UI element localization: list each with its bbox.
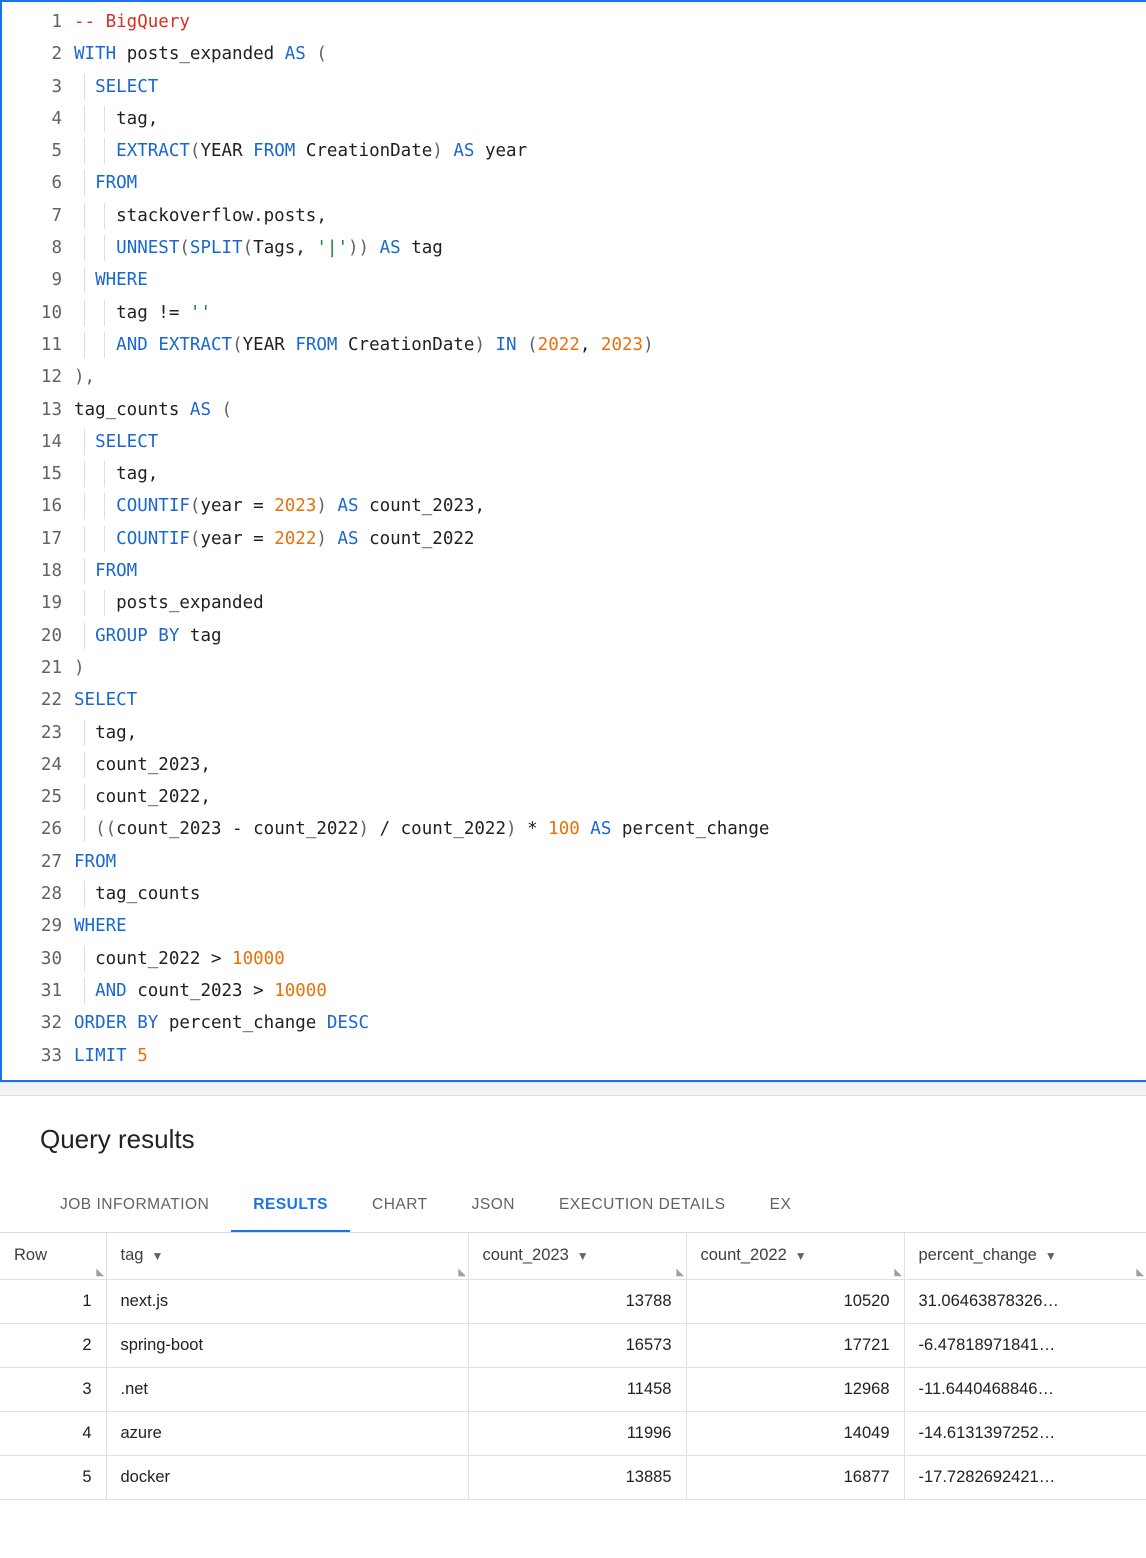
indent-guide xyxy=(84,978,85,1004)
code-token: AND xyxy=(116,334,148,355)
cell-row: 5 xyxy=(0,1455,106,1499)
line-number: 31 xyxy=(40,980,62,1001)
code-line xyxy=(2,813,1146,845)
code-line xyxy=(2,490,1146,522)
code-text[interactable] xyxy=(74,878,1146,910)
cell-count_2023: 11996 xyxy=(468,1411,686,1455)
code-token: AND xyxy=(95,980,127,1001)
code-token: FROM xyxy=(95,173,138,194)
tab-chart[interactable]: CHART xyxy=(372,1195,428,1213)
code-token: LIMIT xyxy=(74,1045,127,1066)
code-token xyxy=(74,238,116,258)
query-results-panel xyxy=(0,1096,1146,1500)
code-line xyxy=(2,71,1146,103)
code-token: WHERE xyxy=(74,916,127,937)
indent-guide xyxy=(84,203,85,229)
column-header-row[interactable] xyxy=(0,1233,106,1279)
code-token: ) xyxy=(358,819,370,840)
code-token: , xyxy=(579,334,601,355)
line-number: 26 xyxy=(40,819,62,840)
code-token: CreationDate xyxy=(295,141,433,162)
line-number: 28 xyxy=(40,884,62,905)
indent-guide xyxy=(84,526,85,552)
code-token: tag != xyxy=(74,302,190,323)
code-token: tag, xyxy=(74,722,138,743)
indent-guide xyxy=(84,623,85,649)
cell-count_2022: 14049 xyxy=(686,1411,904,1455)
code-token: ) xyxy=(316,496,327,517)
code-token: SELECT xyxy=(95,76,159,97)
code-text[interactable] xyxy=(74,749,1146,781)
code-text[interactable] xyxy=(74,1007,1146,1039)
code-token: -- BigQuery xyxy=(74,12,190,32)
results-title: Query results xyxy=(40,1124,195,1154)
code-token: ( xyxy=(189,496,201,517)
code-token: AS xyxy=(284,44,306,65)
code-text[interactable] xyxy=(74,781,1146,813)
indent-guide xyxy=(104,203,105,229)
code-token: SELECT xyxy=(74,690,138,711)
code-text[interactable] xyxy=(74,458,1146,490)
code-token: ), xyxy=(74,367,96,388)
code-area[interactable] xyxy=(2,2,1146,1072)
indent-guide xyxy=(104,106,105,132)
code-token: ( xyxy=(179,238,190,259)
code-token: YEAR xyxy=(200,141,254,162)
cell-row: 2 xyxy=(0,1323,106,1367)
code-text[interactable] xyxy=(74,394,1146,426)
code-text[interactable] xyxy=(74,717,1146,749)
column-header-label: count_2023 xyxy=(482,1246,569,1265)
line-number: 17 xyxy=(40,528,62,549)
indent-guide xyxy=(84,106,85,132)
line-number: 2 xyxy=(51,44,62,65)
table-row[interactable] xyxy=(0,1323,1146,1367)
line-number: 1 xyxy=(51,12,62,32)
code-line xyxy=(2,426,1146,458)
indent-guide xyxy=(84,300,85,326)
indent-guide xyxy=(84,784,85,810)
code-token: count_2023 > xyxy=(126,980,275,1001)
code-token: COUNTIF xyxy=(116,496,190,517)
cell-count_2022: 12968 xyxy=(686,1367,904,1411)
code-token: EXTRACT xyxy=(158,334,233,355)
code-text[interactable] xyxy=(74,846,1146,878)
code-token xyxy=(127,1046,138,1066)
code-token: (( xyxy=(95,819,117,840)
line-number: 18 xyxy=(40,561,62,582)
indent-guide xyxy=(84,332,85,358)
line-number: 19 xyxy=(40,593,62,614)
code-token: year xyxy=(474,141,528,162)
code-token: UNNEST xyxy=(116,238,180,259)
column-header-tag[interactable] xyxy=(106,1233,468,1279)
cell-percent_change: -6.47818971841… xyxy=(904,1323,1146,1367)
code-text[interactable] xyxy=(74,6,1146,38)
code-line xyxy=(2,458,1146,490)
code-token: 5 xyxy=(137,1045,148,1066)
code-token xyxy=(74,529,116,549)
indent-guide xyxy=(84,816,85,842)
code-token: ) xyxy=(474,334,485,355)
line-number: 6 xyxy=(51,173,62,194)
code-token xyxy=(74,335,116,355)
panel-divider[interactable] xyxy=(0,1082,1146,1096)
column-resize-handle[interactable]: ◢ xyxy=(893,1266,902,1278)
indent-guide xyxy=(104,332,105,358)
line-number: 29 xyxy=(40,916,62,937)
code-token: posts_expanded xyxy=(74,593,264,614)
cell-tag: .net xyxy=(106,1367,468,1411)
code-token: count_2022 > xyxy=(74,948,233,969)
code-token: percent_change xyxy=(158,1013,327,1034)
code-line xyxy=(2,103,1146,135)
cell-count_2023: 16573 xyxy=(468,1323,686,1367)
cell-count_2022: 16877 xyxy=(686,1455,904,1499)
line-number: 24 xyxy=(40,754,62,775)
code-token: 2023 xyxy=(600,334,644,355)
indent-guide xyxy=(84,138,85,164)
line-number: 5 xyxy=(51,141,62,162)
code-token: ( xyxy=(242,238,254,259)
code-text[interactable] xyxy=(74,490,1146,522)
code-token: year = xyxy=(200,496,275,517)
cell-percent_change: -17.7282692421… xyxy=(904,1455,1146,1499)
code-token: '|' xyxy=(316,238,348,259)
line-number: 21 xyxy=(40,657,62,678)
column-header-label: Row xyxy=(14,1246,48,1265)
indent-guide xyxy=(104,300,105,326)
code-line xyxy=(2,232,1146,264)
code-text[interactable] xyxy=(74,297,1146,329)
code-token: AS xyxy=(326,496,359,517)
column-resize-handle[interactable]: ◢ xyxy=(675,1266,684,1278)
code-token xyxy=(74,141,116,161)
code-token: tag xyxy=(179,625,222,646)
cell-percent_change: -14.6131397252… xyxy=(904,1411,1146,1455)
column-header-percent_change[interactable] xyxy=(904,1233,1146,1279)
cell-count_2023: 13885 xyxy=(468,1455,686,1499)
indent-guide xyxy=(84,429,85,455)
code-line xyxy=(2,361,1146,393)
results-tabs[interactable] xyxy=(0,1177,1146,1233)
cell-count_2022: 17721 xyxy=(686,1323,904,1367)
line-number: 13 xyxy=(40,399,62,420)
code-line xyxy=(2,6,1146,38)
code-token: tag, xyxy=(74,108,159,129)
code-token: count_2022, xyxy=(74,787,211,808)
code-text[interactable] xyxy=(74,361,1146,393)
cell-tag: docker xyxy=(106,1455,468,1499)
code-token: DESC xyxy=(326,1013,370,1034)
code-token: count_2023, xyxy=(74,754,211,775)
code-text[interactable] xyxy=(74,587,1146,619)
code-token: FROM xyxy=(74,851,117,872)
code-text[interactable] xyxy=(74,555,1146,587)
cell-row: 1 xyxy=(0,1279,106,1323)
code-line xyxy=(2,910,1146,942)
code-line xyxy=(2,943,1146,975)
code-line xyxy=(2,264,1146,296)
line-number: 22 xyxy=(40,690,62,711)
line-number: 32 xyxy=(40,1013,62,1034)
code-token: ( xyxy=(189,528,201,549)
table-row[interactable] xyxy=(0,1367,1146,1411)
code-text[interactable] xyxy=(74,232,1146,264)
code-text[interactable] xyxy=(74,71,1146,103)
code-line xyxy=(2,135,1146,167)
code-token: YEAR xyxy=(242,334,296,355)
code-token: ) xyxy=(316,528,327,549)
code-token: 2023 xyxy=(274,496,317,517)
line-number: 30 xyxy=(40,948,62,969)
line-number: 8 xyxy=(51,238,62,259)
chevron-down-icon[interactable]: ▼ xyxy=(1044,1249,1057,1264)
code-token: ORDER BY xyxy=(74,1013,159,1034)
cell-tag: azure xyxy=(106,1411,468,1455)
column-header-label: count_2022 xyxy=(700,1246,787,1265)
code-token: count_2023, xyxy=(358,496,485,517)
line-number: 9 xyxy=(51,270,62,291)
line-number: 10 xyxy=(40,302,62,323)
code-token: ( xyxy=(516,334,538,355)
code-token: year = xyxy=(200,528,275,549)
code-line xyxy=(2,1007,1146,1039)
code-line xyxy=(2,523,1146,555)
code-token: COUNTIF xyxy=(116,528,190,549)
code-token: count_2023 - count_2022 xyxy=(116,819,359,840)
column-header-label: percent_change xyxy=(918,1246,1037,1265)
indent-guide xyxy=(104,235,105,261)
code-token: FROM xyxy=(253,141,296,162)
code-line xyxy=(2,846,1146,878)
code-text[interactable] xyxy=(74,426,1146,458)
line-number: 7 xyxy=(51,205,62,226)
code-text[interactable] xyxy=(74,1040,1146,1072)
indent-guide xyxy=(84,881,85,907)
line-number: 3 xyxy=(51,76,62,97)
code-token: 2022 xyxy=(537,334,580,355)
code-token: percent_change xyxy=(611,819,770,840)
code-token: tag_counts xyxy=(74,399,190,420)
line-number: 33 xyxy=(40,1045,62,1066)
code-line xyxy=(2,394,1146,426)
code-token: SPLIT xyxy=(189,238,243,259)
code-token: )) xyxy=(347,238,370,259)
code-token: ) xyxy=(432,141,443,162)
code-token: 100 xyxy=(548,819,580,840)
indent-guide xyxy=(104,526,105,552)
code-token xyxy=(74,496,116,516)
code-token: 2022 xyxy=(274,528,317,549)
code-token: GROUP BY xyxy=(95,625,180,646)
column-resize-handle[interactable]: ◢ xyxy=(1135,1266,1144,1278)
code-token: 10000 xyxy=(274,980,327,1001)
indent-guide xyxy=(104,461,105,487)
code-token: ( xyxy=(210,399,233,420)
indent-guide xyxy=(84,590,85,616)
indent-guide xyxy=(84,493,85,519)
code-token: tag, xyxy=(74,464,159,485)
code-line xyxy=(2,878,1146,910)
line-number: 4 xyxy=(51,108,62,129)
code-token: tag xyxy=(400,238,443,259)
indent-guide xyxy=(84,558,85,584)
column-header-label: tag xyxy=(120,1246,144,1265)
tab-ex[interactable]: EX xyxy=(769,1195,792,1213)
chevron-down-icon[interactable]: ▼ xyxy=(151,1249,164,1264)
tab-json[interactable]: JSON xyxy=(471,1195,515,1213)
code-token: ( xyxy=(305,44,327,65)
code-token: IN xyxy=(484,334,517,355)
code-token: AS xyxy=(369,238,401,259)
code-token: WHERE xyxy=(95,270,148,291)
code-text[interactable] xyxy=(74,910,1146,942)
code-text[interactable] xyxy=(74,652,1146,684)
code-token: '' xyxy=(189,302,211,323)
chevron-down-icon[interactable]: ▼ xyxy=(794,1249,807,1264)
code-line xyxy=(2,555,1146,587)
code-text[interactable] xyxy=(74,135,1146,167)
code-text[interactable] xyxy=(74,200,1146,232)
indent-guide xyxy=(84,752,85,778)
code-line xyxy=(2,652,1146,684)
code-line xyxy=(2,297,1146,329)
indent-guide xyxy=(104,590,105,616)
cell-row: 4 xyxy=(0,1411,106,1455)
chevron-down-icon[interactable]: ▼ xyxy=(576,1249,589,1264)
code-token: count_2022 xyxy=(358,528,475,549)
cell-tag: next.js xyxy=(106,1279,468,1323)
code-token: count_2022 xyxy=(400,819,506,840)
code-token xyxy=(148,335,159,355)
table-row[interactable] xyxy=(0,1455,1146,1499)
line-number: 11 xyxy=(40,334,62,355)
code-line xyxy=(2,587,1146,619)
cell-count_2023: 13788 xyxy=(468,1279,686,1323)
code-token: ) xyxy=(506,819,517,840)
code-text[interactable] xyxy=(74,38,1146,70)
line-number: 12 xyxy=(40,367,62,388)
code-text[interactable] xyxy=(74,167,1146,199)
tab-execution-details[interactable]: EXECUTION DETAILS xyxy=(558,1195,726,1213)
cell-tag: spring-boot xyxy=(106,1323,468,1367)
code-token: ) xyxy=(643,334,654,355)
code-text[interactable] xyxy=(74,329,1146,361)
indent-guide xyxy=(104,493,105,519)
code-token: AS xyxy=(442,141,475,162)
tab-results[interactable]: RESULTS xyxy=(231,1177,350,1233)
cell-count_2023: 11458 xyxy=(468,1367,686,1411)
column-resize-handle[interactable]: ◢ xyxy=(95,1266,104,1278)
code-token: tag_counts xyxy=(74,884,201,905)
code-text[interactable] xyxy=(74,523,1146,555)
indent-guide xyxy=(104,138,105,164)
line-number: 16 xyxy=(40,496,62,517)
indent-guide xyxy=(84,74,85,100)
code-token: ( xyxy=(189,141,201,162)
code-token: ( xyxy=(232,334,243,355)
code-line xyxy=(2,684,1146,716)
cell-count_2022: 10520 xyxy=(686,1279,904,1323)
code-text[interactable] xyxy=(74,264,1146,296)
code-line xyxy=(2,167,1146,199)
code-token: AS xyxy=(579,819,612,840)
code-line xyxy=(2,1040,1146,1072)
line-number: 25 xyxy=(40,787,62,808)
code-token: WITH xyxy=(74,44,117,65)
code-token: 10000 xyxy=(232,948,285,969)
code-line xyxy=(2,200,1146,232)
line-number: 23 xyxy=(40,722,62,743)
code-line xyxy=(2,781,1146,813)
code-line xyxy=(2,38,1146,70)
indent-guide xyxy=(84,461,85,487)
code-text[interactable] xyxy=(74,620,1146,652)
line-number: 20 xyxy=(40,625,62,646)
code-token: ) xyxy=(74,657,85,678)
code-token: AS xyxy=(326,528,359,549)
code-text[interactable] xyxy=(74,684,1146,716)
line-number: 15 xyxy=(40,464,62,485)
code-token: * xyxy=(516,819,549,840)
table-header-row xyxy=(0,1233,1146,1279)
cell-percent_change: 31.06463878326… xyxy=(904,1279,1146,1323)
code-token: / xyxy=(369,819,401,840)
column-header-count_2022[interactable] xyxy=(686,1233,904,1279)
cell-percent_change: -11.6440468846… xyxy=(904,1367,1146,1411)
code-token: FROM xyxy=(95,561,138,582)
code-line xyxy=(2,749,1146,781)
code-token: AS xyxy=(189,399,211,420)
table-row[interactable] xyxy=(0,1279,1146,1323)
results-table xyxy=(0,1233,1146,1500)
code-text[interactable] xyxy=(74,975,1146,1007)
tab-job-information[interactable]: JOB INFORMATION xyxy=(60,1195,210,1213)
code-line xyxy=(2,329,1146,361)
code-line xyxy=(2,620,1146,652)
code-token: stackoverflow.posts, xyxy=(74,205,327,226)
indent-guide xyxy=(84,170,85,196)
indent-guide xyxy=(84,235,85,261)
indent-guide xyxy=(84,720,85,746)
indent-guide xyxy=(84,946,85,972)
code-token: FROM xyxy=(295,334,338,355)
code-text[interactable] xyxy=(74,103,1146,135)
code-text[interactable] xyxy=(74,813,1146,845)
code-token: SELECT xyxy=(95,431,159,452)
indent-guide xyxy=(84,267,85,293)
table-row[interactable] xyxy=(0,1411,1146,1455)
column-header-count_2023[interactable] xyxy=(468,1233,686,1279)
code-line xyxy=(2,717,1146,749)
code-token: CreationDate xyxy=(337,334,475,355)
code-line xyxy=(2,975,1146,1007)
code-token: Tags, xyxy=(253,238,317,259)
code-token: posts_expanded xyxy=(116,44,285,65)
column-resize-handle[interactable]: ◢ xyxy=(457,1266,466,1278)
code-text[interactable] xyxy=(74,943,1146,975)
line-number: 27 xyxy=(40,851,62,872)
cell-row: 3 xyxy=(0,1367,106,1411)
code-token: EXTRACT xyxy=(116,141,190,162)
line-number: 14 xyxy=(40,431,62,452)
